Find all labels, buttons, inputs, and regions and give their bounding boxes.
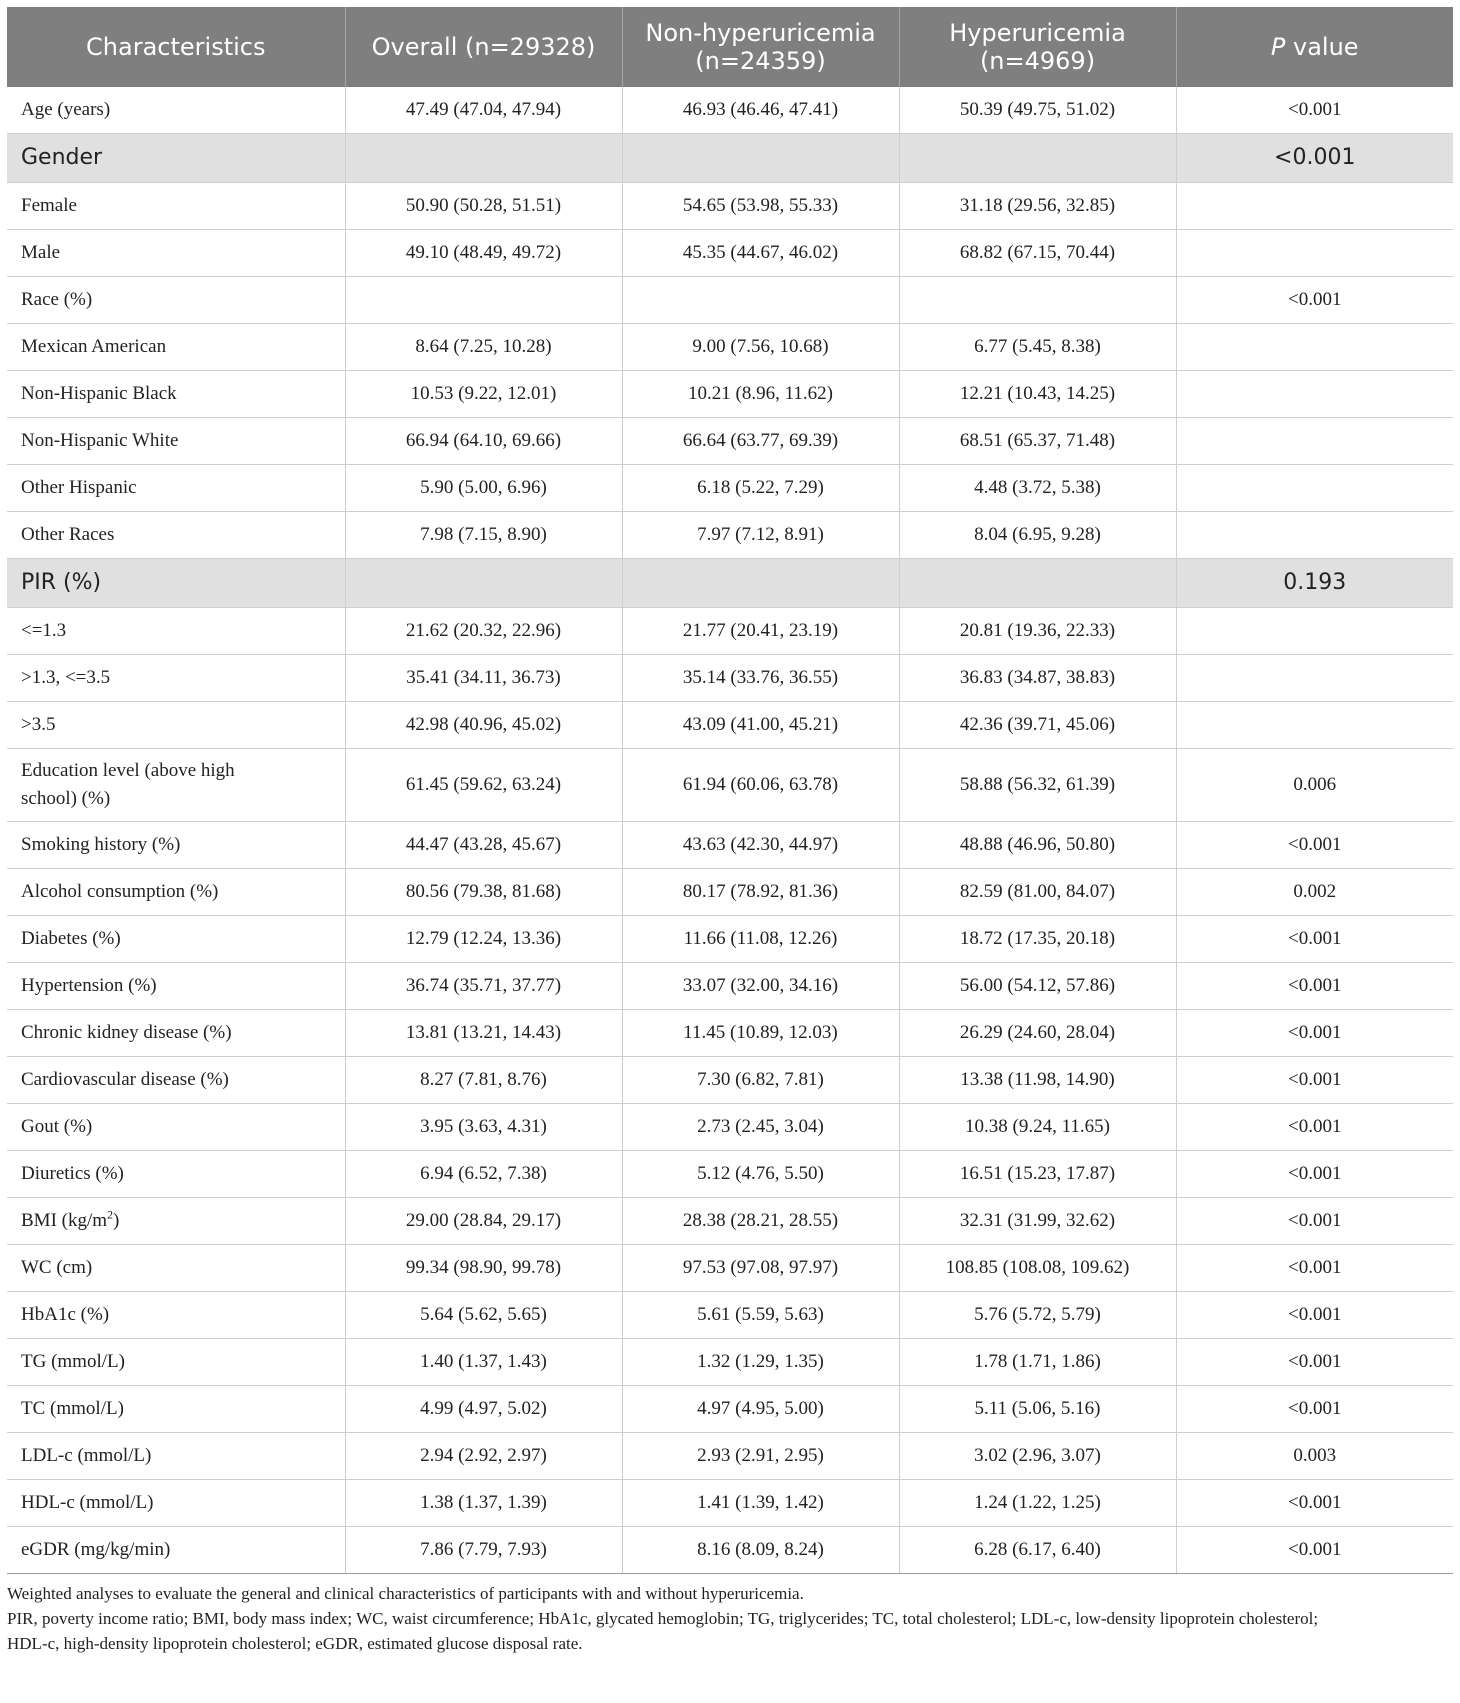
cell-hyperuricemia: 31.18 (29.56, 32.85) xyxy=(899,183,1176,230)
cell-hyperuricemia: 10.38 (9.24, 11.65) xyxy=(899,1104,1176,1151)
cell-non-hyperuricemia: 11.45 (10.89, 12.03) xyxy=(622,1010,899,1057)
row-label: Smoking history (%) xyxy=(7,822,345,869)
cell-non-hyperuricemia: 66.64 (63.77, 69.39) xyxy=(622,418,899,465)
cell-hyperuricemia: 8.04 (6.95, 9.28) xyxy=(899,512,1176,559)
table-row xyxy=(7,87,1453,134)
cell-hyperuricemia: 58.88 (56.32, 61.39) xyxy=(899,749,1176,822)
cell-non-hyperuricemia: 1.32 (1.29, 1.35) xyxy=(622,1339,899,1386)
group-row xyxy=(7,134,1453,183)
header-characteristics: Characteristics xyxy=(7,7,345,87)
table-row xyxy=(7,1057,1453,1104)
cell-non-hyperuricemia: 35.14 (33.76, 36.55) xyxy=(622,655,899,702)
cell-overall: 44.47 (43.28, 45.67) xyxy=(345,822,622,869)
row-label: Gender xyxy=(7,134,345,183)
row-label: Race (%) xyxy=(7,277,345,324)
cell-hyperuricemia: 42.36 (39.71, 45.06) xyxy=(899,702,1176,749)
cell-non-hyperuricemia: 97.53 (97.08, 97.97) xyxy=(622,1245,899,1292)
cell-overall: 13.81 (13.21, 14.43) xyxy=(345,1010,622,1057)
table-row xyxy=(7,1292,1453,1339)
cell-hyperuricemia: 4.48 (3.72, 5.38) xyxy=(899,465,1176,512)
cell-hyperuricemia: 36.83 (34.87, 38.83) xyxy=(899,655,1176,702)
row-label: TC (mmol/L) xyxy=(7,1386,345,1433)
cell-hyperuricemia: 26.29 (24.60, 28.04) xyxy=(899,1010,1176,1057)
cell-hyperuricemia: 13.38 (11.98, 14.90) xyxy=(899,1057,1176,1104)
cell-non-hyperuricemia xyxy=(622,277,899,324)
cell-overall: 29.00 (28.84, 29.17) xyxy=(345,1198,622,1245)
cell-overall xyxy=(345,134,622,183)
cell-p-value: 0.193 xyxy=(1176,559,1453,608)
cell-overall: 1.40 (1.37, 1.43) xyxy=(345,1339,622,1386)
cell-non-hyperuricemia: 33.07 (32.00, 34.16) xyxy=(622,963,899,1010)
cell-p-value xyxy=(1176,371,1453,418)
row-label: TG (mmol/L) xyxy=(7,1339,345,1386)
cell-p-value xyxy=(1176,465,1453,512)
cell-overall: 5.64 (5.62, 5.65) xyxy=(345,1292,622,1339)
cell-p-value: <0.001 xyxy=(1176,822,1453,869)
footnote-abbreviations-cont: HDL-c, high-density lipoprotein cholesterol; eGDR, estimated glucose disposal rate. xyxy=(7,1634,583,1653)
cell-overall: 80.56 (79.38, 81.68) xyxy=(345,869,622,916)
cell-p-value: 0.003 xyxy=(1176,1433,1453,1480)
cell-non-hyperuricemia: 45.35 (44.67, 46.02) xyxy=(622,230,899,277)
cell-hyperuricemia: 6.77 (5.45, 8.38) xyxy=(899,324,1176,371)
cell-hyperuricemia: 16.51 (15.23, 17.87) xyxy=(899,1151,1176,1198)
cell-non-hyperuricemia: 43.63 (42.30, 44.97) xyxy=(622,822,899,869)
row-label: Diabetes (%) xyxy=(7,916,345,963)
table-row xyxy=(7,822,1453,869)
cell-non-hyperuricemia: 43.09 (41.00, 45.21) xyxy=(622,702,899,749)
cell-overall xyxy=(345,559,622,608)
cell-hyperuricemia: 5.76 (5.72, 5.79) xyxy=(899,1292,1176,1339)
cell-p-value xyxy=(1176,512,1453,559)
cell-p-value: <0.001 xyxy=(1176,277,1453,324)
footnote-weighted: Weighted analyses to evaluate the general and clinical characteristics of participants with and without hyperuricemia. xyxy=(7,1584,804,1603)
table-row xyxy=(7,749,1453,822)
row-label: Male xyxy=(7,230,345,277)
cell-non-hyperuricemia: 8.16 (8.09, 8.24) xyxy=(622,1527,899,1574)
table-row xyxy=(7,1198,1453,1245)
cell-non-hyperuricemia: 46.93 (46.46, 47.41) xyxy=(622,87,899,134)
cell-p-value xyxy=(1176,655,1453,702)
row-label: <=1.3 xyxy=(7,608,345,655)
row-label: HDL-c (mmol/L) xyxy=(7,1480,345,1527)
cell-overall: 61.45 (59.62, 63.24) xyxy=(345,749,622,822)
cell-hyperuricemia: 48.88 (46.96, 50.80) xyxy=(899,822,1176,869)
row-label: LDL-c (mmol/L) xyxy=(7,1433,345,1480)
table-row xyxy=(7,916,1453,963)
row-label: >1.3, <=3.5 xyxy=(7,655,345,702)
table-row xyxy=(7,183,1453,230)
cell-p-value xyxy=(1176,702,1453,749)
header-p-value: P value xyxy=(1176,7,1453,87)
cell-overall: 1.38 (1.37, 1.39) xyxy=(345,1480,622,1527)
table-row xyxy=(7,371,1453,418)
cell-p-value: <0.001 xyxy=(1176,1527,1453,1574)
cell-non-hyperuricemia: 5.12 (4.76, 5.50) xyxy=(622,1151,899,1198)
row-label: PIR (%) xyxy=(7,559,345,608)
cell-overall: 12.79 (12.24, 13.36) xyxy=(345,916,622,963)
cell-p-value: <0.001 xyxy=(1176,963,1453,1010)
cell-p-value: <0.001 xyxy=(1176,1198,1453,1245)
table-row xyxy=(7,512,1453,559)
row-label: Chronic kidney disease (%) xyxy=(7,1010,345,1057)
table-header xyxy=(7,7,1453,87)
table-row xyxy=(7,230,1453,277)
cell-non-hyperuricemia xyxy=(622,559,899,608)
characteristics-table xyxy=(7,7,1453,1574)
table-row xyxy=(7,324,1453,371)
table-row xyxy=(7,1151,1453,1198)
table-row xyxy=(7,1104,1453,1151)
header-non-hyperuricemia: Non-hyperuricemia (n=24359) xyxy=(622,7,899,87)
cell-hyperuricemia: 108.85 (108.08, 109.62) xyxy=(899,1245,1176,1292)
cell-hyperuricemia xyxy=(899,134,1176,183)
cell-non-hyperuricemia: 4.97 (4.95, 5.00) xyxy=(622,1386,899,1433)
cell-p-value xyxy=(1176,324,1453,371)
cell-non-hyperuricemia: 21.77 (20.41, 23.19) xyxy=(622,608,899,655)
cell-non-hyperuricemia: 1.41 (1.39, 1.42) xyxy=(622,1480,899,1527)
cell-hyperuricemia: 50.39 (49.75, 51.02) xyxy=(899,87,1176,134)
cell-non-hyperuricemia: 28.38 (28.21, 28.55) xyxy=(622,1198,899,1245)
table-row xyxy=(7,1245,1453,1292)
cell-overall: 6.94 (6.52, 7.38) xyxy=(345,1151,622,1198)
table-row xyxy=(7,277,1453,324)
cell-hyperuricemia: 1.78 (1.71, 1.86) xyxy=(899,1339,1176,1386)
row-label: BMI $(kg/m^2)$ xyxy=(7,1198,345,1245)
cell-p-value: <0.001 xyxy=(1176,1010,1453,1057)
header-overall: Overall (n=29328) xyxy=(345,7,622,87)
cell-hyperuricemia: 82.59 (81.00, 84.07) xyxy=(899,869,1176,916)
cell-non-hyperuricemia: 7.30 (6.82, 7.81) xyxy=(622,1057,899,1104)
cell-hyperuricemia: 56.00 (54.12, 57.86) xyxy=(899,963,1176,1010)
cell-overall: 8.27 (7.81, 8.76) xyxy=(345,1057,622,1104)
table-row xyxy=(7,1339,1453,1386)
row-label: Hypertension (%) xyxy=(7,963,345,1010)
table-row xyxy=(7,1480,1453,1527)
row-label: eGDR (mg/kg/min) xyxy=(7,1527,345,1574)
cell-non-hyperuricemia xyxy=(622,134,899,183)
cell-overall: 4.99 (4.97, 5.02) xyxy=(345,1386,622,1433)
table-row xyxy=(7,608,1453,655)
table-row xyxy=(7,418,1453,465)
cell-overall: 7.86 (7.79, 7.93) xyxy=(345,1527,622,1574)
cell-hyperuricemia: 32.31 (31.99, 32.62) xyxy=(899,1198,1176,1245)
cell-non-hyperuricemia: 5.61 (5.59, 5.63) xyxy=(622,1292,899,1339)
cell-non-hyperuricemia: 10.21 (8.96, 11.62) xyxy=(622,371,899,418)
row-label: Alcohol consumption (%) xyxy=(7,869,345,916)
row-label: >3.5 xyxy=(7,702,345,749)
table-footnotes xyxy=(7,1574,1453,1656)
cell-overall: 36.74 (35.71, 37.77) xyxy=(345,963,622,1010)
cell-overall: 7.98 (7.15, 8.90) xyxy=(345,512,622,559)
cell-non-hyperuricemia: 11.66 (11.08, 12.26) xyxy=(622,916,899,963)
cell-p-value: <0.001 xyxy=(1176,87,1453,134)
cell-hyperuricemia: 1.24 (1.22, 1.25) xyxy=(899,1480,1176,1527)
row-label: Female xyxy=(7,183,345,230)
cell-hyperuricemia: 68.82 (67.15, 70.44) xyxy=(899,230,1176,277)
row-label: Education level (above high school) (%) xyxy=(7,749,345,822)
cell-p-value xyxy=(1176,183,1453,230)
cell-non-hyperuricemia: 9.00 (7.56, 10.68) xyxy=(622,324,899,371)
cell-hyperuricemia: 6.28 (6.17, 6.40) xyxy=(899,1527,1176,1574)
cell-non-hyperuricemia: 6.18 (5.22, 7.29) xyxy=(622,465,899,512)
row-label: Cardiovascular disease (%) xyxy=(7,1057,345,1104)
cell-overall: 47.49 (47.04, 47.94) xyxy=(345,87,622,134)
cell-hyperuricemia: 18.72 (17.35, 20.18) xyxy=(899,916,1176,963)
table-body xyxy=(7,87,1453,1574)
cell-p-value: <0.001 xyxy=(1176,1245,1453,1292)
cell-p-value: <0.001 xyxy=(1176,134,1453,183)
cell-p-value: <0.001 xyxy=(1176,916,1453,963)
cell-overall: 21.62 (20.32, 22.96) xyxy=(345,608,622,655)
cell-overall: 8.64 (7.25, 10.28) xyxy=(345,324,622,371)
cell-p-value: 0.006 xyxy=(1176,749,1453,822)
cell-hyperuricemia: 12.21 (10.43, 14.25) xyxy=(899,371,1176,418)
row-label: Age (years) xyxy=(7,87,345,134)
table-row xyxy=(7,1527,1453,1574)
row-label: Diuretics (%) xyxy=(7,1151,345,1198)
row-label: WC (cm) xyxy=(7,1245,345,1292)
cell-non-hyperuricemia: 61.94 (60.06, 63.78) xyxy=(622,749,899,822)
row-label: Non-Hispanic White xyxy=(7,418,345,465)
table-container xyxy=(7,7,1453,1656)
row-label: Gout (%) xyxy=(7,1104,345,1151)
cell-p-value: <0.001 xyxy=(1176,1057,1453,1104)
table-row xyxy=(7,963,1453,1010)
cell-non-hyperuricemia: 7.97 (7.12, 8.91) xyxy=(622,512,899,559)
footnote-abbreviations: PIR, poverty income ratio; BMI, body mass index; WC, waist circumference; HbA1c, glycated hemoglobin; TG, triglycerides; TC, total cholesterol; LDL-c, low-density lipoprotein cholesterol; xyxy=(7,1609,1319,1628)
cell-p-value: <0.001 xyxy=(1176,1480,1453,1527)
cell-p-value: <0.001 xyxy=(1176,1386,1453,1433)
row-label: HbA1c (%) xyxy=(7,1292,345,1339)
cell-p-value xyxy=(1176,230,1453,277)
group-row xyxy=(7,559,1453,608)
cell-overall: 42.98 (40.96, 45.02) xyxy=(345,702,622,749)
header-row xyxy=(7,7,1453,87)
table-row xyxy=(7,1386,1453,1433)
cell-overall: 50.90 (50.28, 51.51) xyxy=(345,183,622,230)
table-row xyxy=(7,465,1453,512)
row-label: Other Hispanic xyxy=(7,465,345,512)
table-row xyxy=(7,1010,1453,1057)
cell-non-hyperuricemia: 54.65 (53.98, 55.33) xyxy=(622,183,899,230)
cell-p-value: <0.001 xyxy=(1176,1104,1453,1151)
cell-overall: 5.90 (5.00, 6.96) xyxy=(345,465,622,512)
cell-p-value: 0.002 xyxy=(1176,869,1453,916)
table-row xyxy=(7,702,1453,749)
cell-hyperuricemia: 20.81 (19.36, 22.33) xyxy=(899,608,1176,655)
cell-non-hyperuricemia: 2.73 (2.45, 3.04) xyxy=(622,1104,899,1151)
cell-hyperuricemia: 5.11 (5.06, 5.16) xyxy=(899,1386,1176,1433)
cell-overall: 10.53 (9.22, 12.01) xyxy=(345,371,622,418)
table-row xyxy=(7,655,1453,702)
cell-p-value: <0.001 xyxy=(1176,1151,1453,1198)
cell-overall: 35.41 (34.11, 36.73) xyxy=(345,655,622,702)
cell-hyperuricemia xyxy=(899,277,1176,324)
cell-overall xyxy=(345,277,622,324)
cell-p-value xyxy=(1176,608,1453,655)
row-label: Mexican American xyxy=(7,324,345,371)
cell-hyperuricemia: 68.51 (65.37, 71.48) xyxy=(899,418,1176,465)
cell-overall: 3.95 (3.63, 4.31) xyxy=(345,1104,622,1151)
header-hyperuricemia: Hyperuricemia (n=4969) xyxy=(899,7,1176,87)
cell-non-hyperuricemia: 80.17 (78.92, 81.36) xyxy=(622,869,899,916)
cell-overall: 66.94 (64.10, 69.66) xyxy=(345,418,622,465)
cell-overall: 99.34 (98.90, 99.78) xyxy=(345,1245,622,1292)
cell-overall: 2.94 (2.92, 2.97) xyxy=(345,1433,622,1480)
table-row xyxy=(7,1433,1453,1480)
cell-p-value: <0.001 xyxy=(1176,1292,1453,1339)
row-label: Non-Hispanic Black xyxy=(7,371,345,418)
cell-hyperuricemia xyxy=(899,559,1176,608)
cell-hyperuricemia: 3.02 (2.96, 3.07) xyxy=(899,1433,1176,1480)
cell-non-hyperuricemia: 2.93 (2.91, 2.95) xyxy=(622,1433,899,1480)
cell-p-value: <0.001 xyxy=(1176,1339,1453,1386)
cell-overall: 49.10 (48.49, 49.72) xyxy=(345,230,622,277)
row-label: Other Races xyxy=(7,512,345,559)
cell-p-value xyxy=(1176,418,1453,465)
table-row xyxy=(7,869,1453,916)
